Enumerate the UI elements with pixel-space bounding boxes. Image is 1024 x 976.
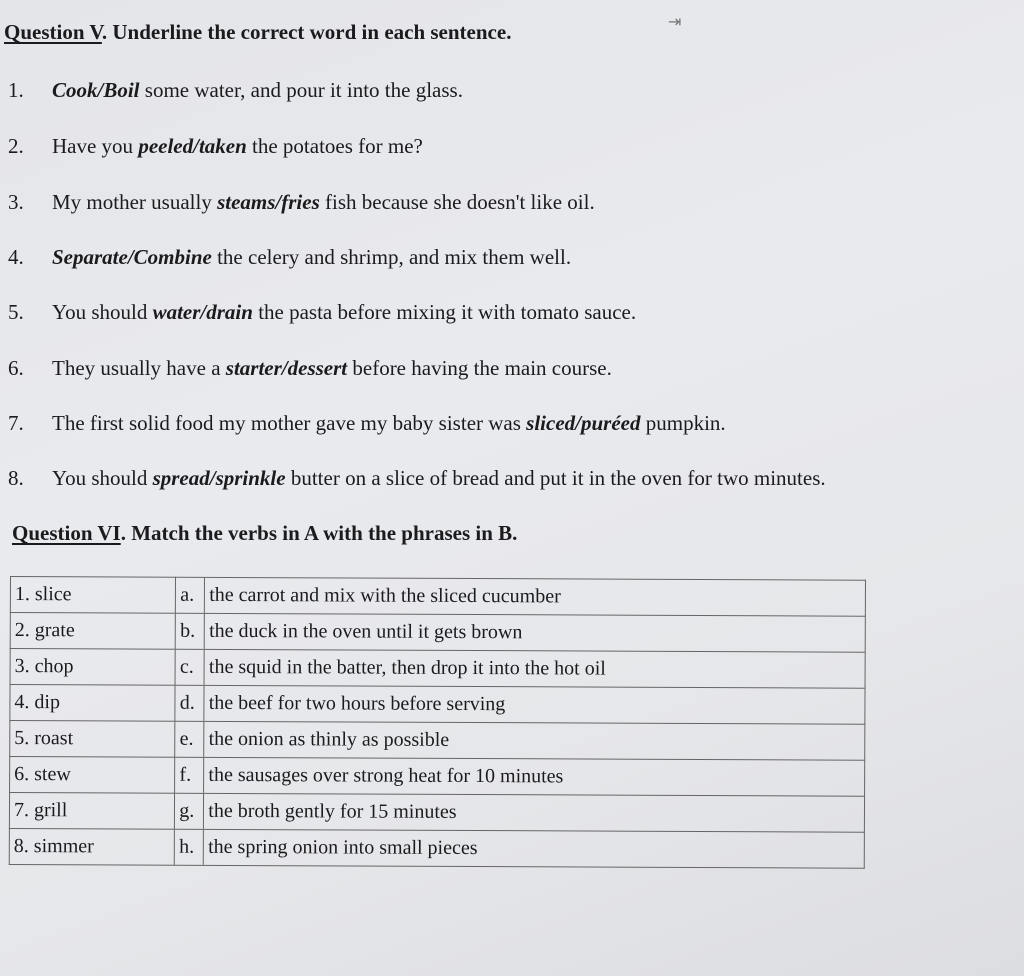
table-row [10, 613, 865, 653]
phrase-text: the onion as thinly as possible [208, 727, 450, 751]
word-choice[interactable]: sliced/puréed [526, 411, 641, 435]
item-number: 2. [8, 134, 24, 158]
word-choice[interactable]: spread/sprinkle [152, 466, 286, 490]
sentence-before: You should [52, 466, 153, 490]
sentence-before: They usually have a [52, 356, 226, 380]
sentence-after: the potatoes for me? [246, 134, 423, 158]
sentence-before: The first solid food my mother gave my baby sister was [52, 411, 527, 435]
word-choice[interactable]: Separate/Combine [52, 245, 212, 269]
pencil-mark-icon: ⇥ [668, 12, 682, 31]
phrase-text: the spring onion into small pieces [208, 835, 478, 860]
sentence-item [8, 134, 423, 159]
verb-cell[interactable]: 8. simmer [9, 828, 174, 865]
phrase-letter: b. [180, 614, 205, 649]
phrase-cell[interactable] [175, 829, 865, 868]
table-row [10, 649, 865, 689]
table-row [10, 757, 865, 797]
phrase-letter: a. [180, 578, 205, 613]
question-5-instruction: . Underline the correct word in each sentence. [101, 20, 512, 44]
table-row [9, 793, 864, 833]
phrase-cell[interactable] [176, 577, 866, 616]
sentence-after: butter on a slice of bread and put it in the oven for two minutes. [285, 466, 826, 490]
item-number: 8. [8, 466, 24, 490]
phrase-letter: c. [180, 650, 205, 685]
sentence-after: the celery and shrimp, and mix them well. [211, 245, 572, 269]
sentence-before: You should [52, 300, 153, 324]
item-number: 4. [8, 245, 24, 269]
phrase-text: the sausages over strong heat for 10 minutes [208, 763, 564, 788]
phrase-letter: h. [179, 830, 204, 865]
table-row [10, 685, 865, 725]
verb-cell[interactable]: 2. grate [10, 613, 175, 650]
phrase-letter: e. [180, 722, 205, 757]
phrase-cell[interactable] [175, 685, 865, 724]
sentence-before: My mother usually [52, 190, 218, 214]
item-number: 3. [8, 190, 24, 214]
word-choice[interactable]: Cook/Boil [52, 78, 140, 102]
sentence-after: some water, and pour it into the glass. [139, 78, 463, 102]
verb-cell[interactable]: 5. roast [10, 721, 175, 758]
table-row [10, 721, 865, 761]
verb-cell[interactable]: 7. grill [9, 793, 174, 830]
item-number: 6. [8, 356, 24, 380]
item-number: 7. [8, 411, 24, 435]
verb-cell[interactable]: 6. stew [10, 757, 175, 794]
phrase-text: the squid in the batter, then drop it into the hot oil [208, 655, 606, 680]
phrase-cell[interactable] [175, 757, 865, 796]
sentence-item [8, 300, 636, 325]
sentence-before: Have you [52, 134, 139, 158]
phrase-text: the beef for two hours before serving [208, 691, 506, 716]
word-choice[interactable]: water/drain [152, 300, 253, 324]
word-choice[interactable]: starter/dessert [225, 356, 348, 380]
question-6-heading [12, 521, 517, 546]
item-number: 1. [8, 78, 24, 102]
sentence-after: fish because she doesn't like oil. [319, 190, 595, 214]
sentence-item [8, 466, 826, 491]
phrase-text: the carrot and mix with the sliced cucumber [209, 583, 561, 608]
sentence-item [8, 190, 595, 215]
sentence-after: before having the main course. [347, 356, 612, 380]
phrase-text: the broth gently for 15 minutes [208, 799, 457, 823]
sentence-item [8, 356, 612, 381]
sentence-item [8, 245, 571, 270]
phrase-cell[interactable] [175, 721, 865, 760]
sentence-after: the pasta before mixing it with tomato sauce. [252, 300, 637, 324]
question-5-heading [4, 20, 511, 45]
phrase-cell[interactable] [175, 793, 865, 832]
question-5-label: Question V [4, 20, 102, 44]
phrase-letter: g. [179, 794, 204, 829]
phrase-cell[interactable] [175, 649, 865, 688]
table-row [9, 828, 864, 868]
word-choice[interactable]: peeled/taken [138, 134, 247, 158]
phrase-letter: d. [180, 686, 205, 721]
item-number: 5. [8, 300, 24, 324]
table-row [10, 577, 865, 617]
question-6-label: Question VI [12, 521, 121, 545]
verb-cell[interactable]: 4. dip [10, 685, 175, 722]
phrase-text: the duck in the oven until it gets brown [209, 619, 523, 644]
matching-table [9, 576, 866, 869]
sentence-after: pumpkin. [640, 411, 726, 435]
verb-cell[interactable]: 3. chop [10, 649, 175, 686]
word-choice[interactable]: steams/fries [217, 190, 320, 214]
phrase-cell[interactable] [176, 613, 866, 652]
sentence-item [8, 411, 726, 436]
sentence-item [8, 78, 463, 103]
phrase-letter: f. [179, 758, 204, 793]
question-6-instruction: . Match the verbs in A with the phrases in B. [120, 521, 518, 545]
verb-cell[interactable]: 1. slice [10, 577, 175, 614]
